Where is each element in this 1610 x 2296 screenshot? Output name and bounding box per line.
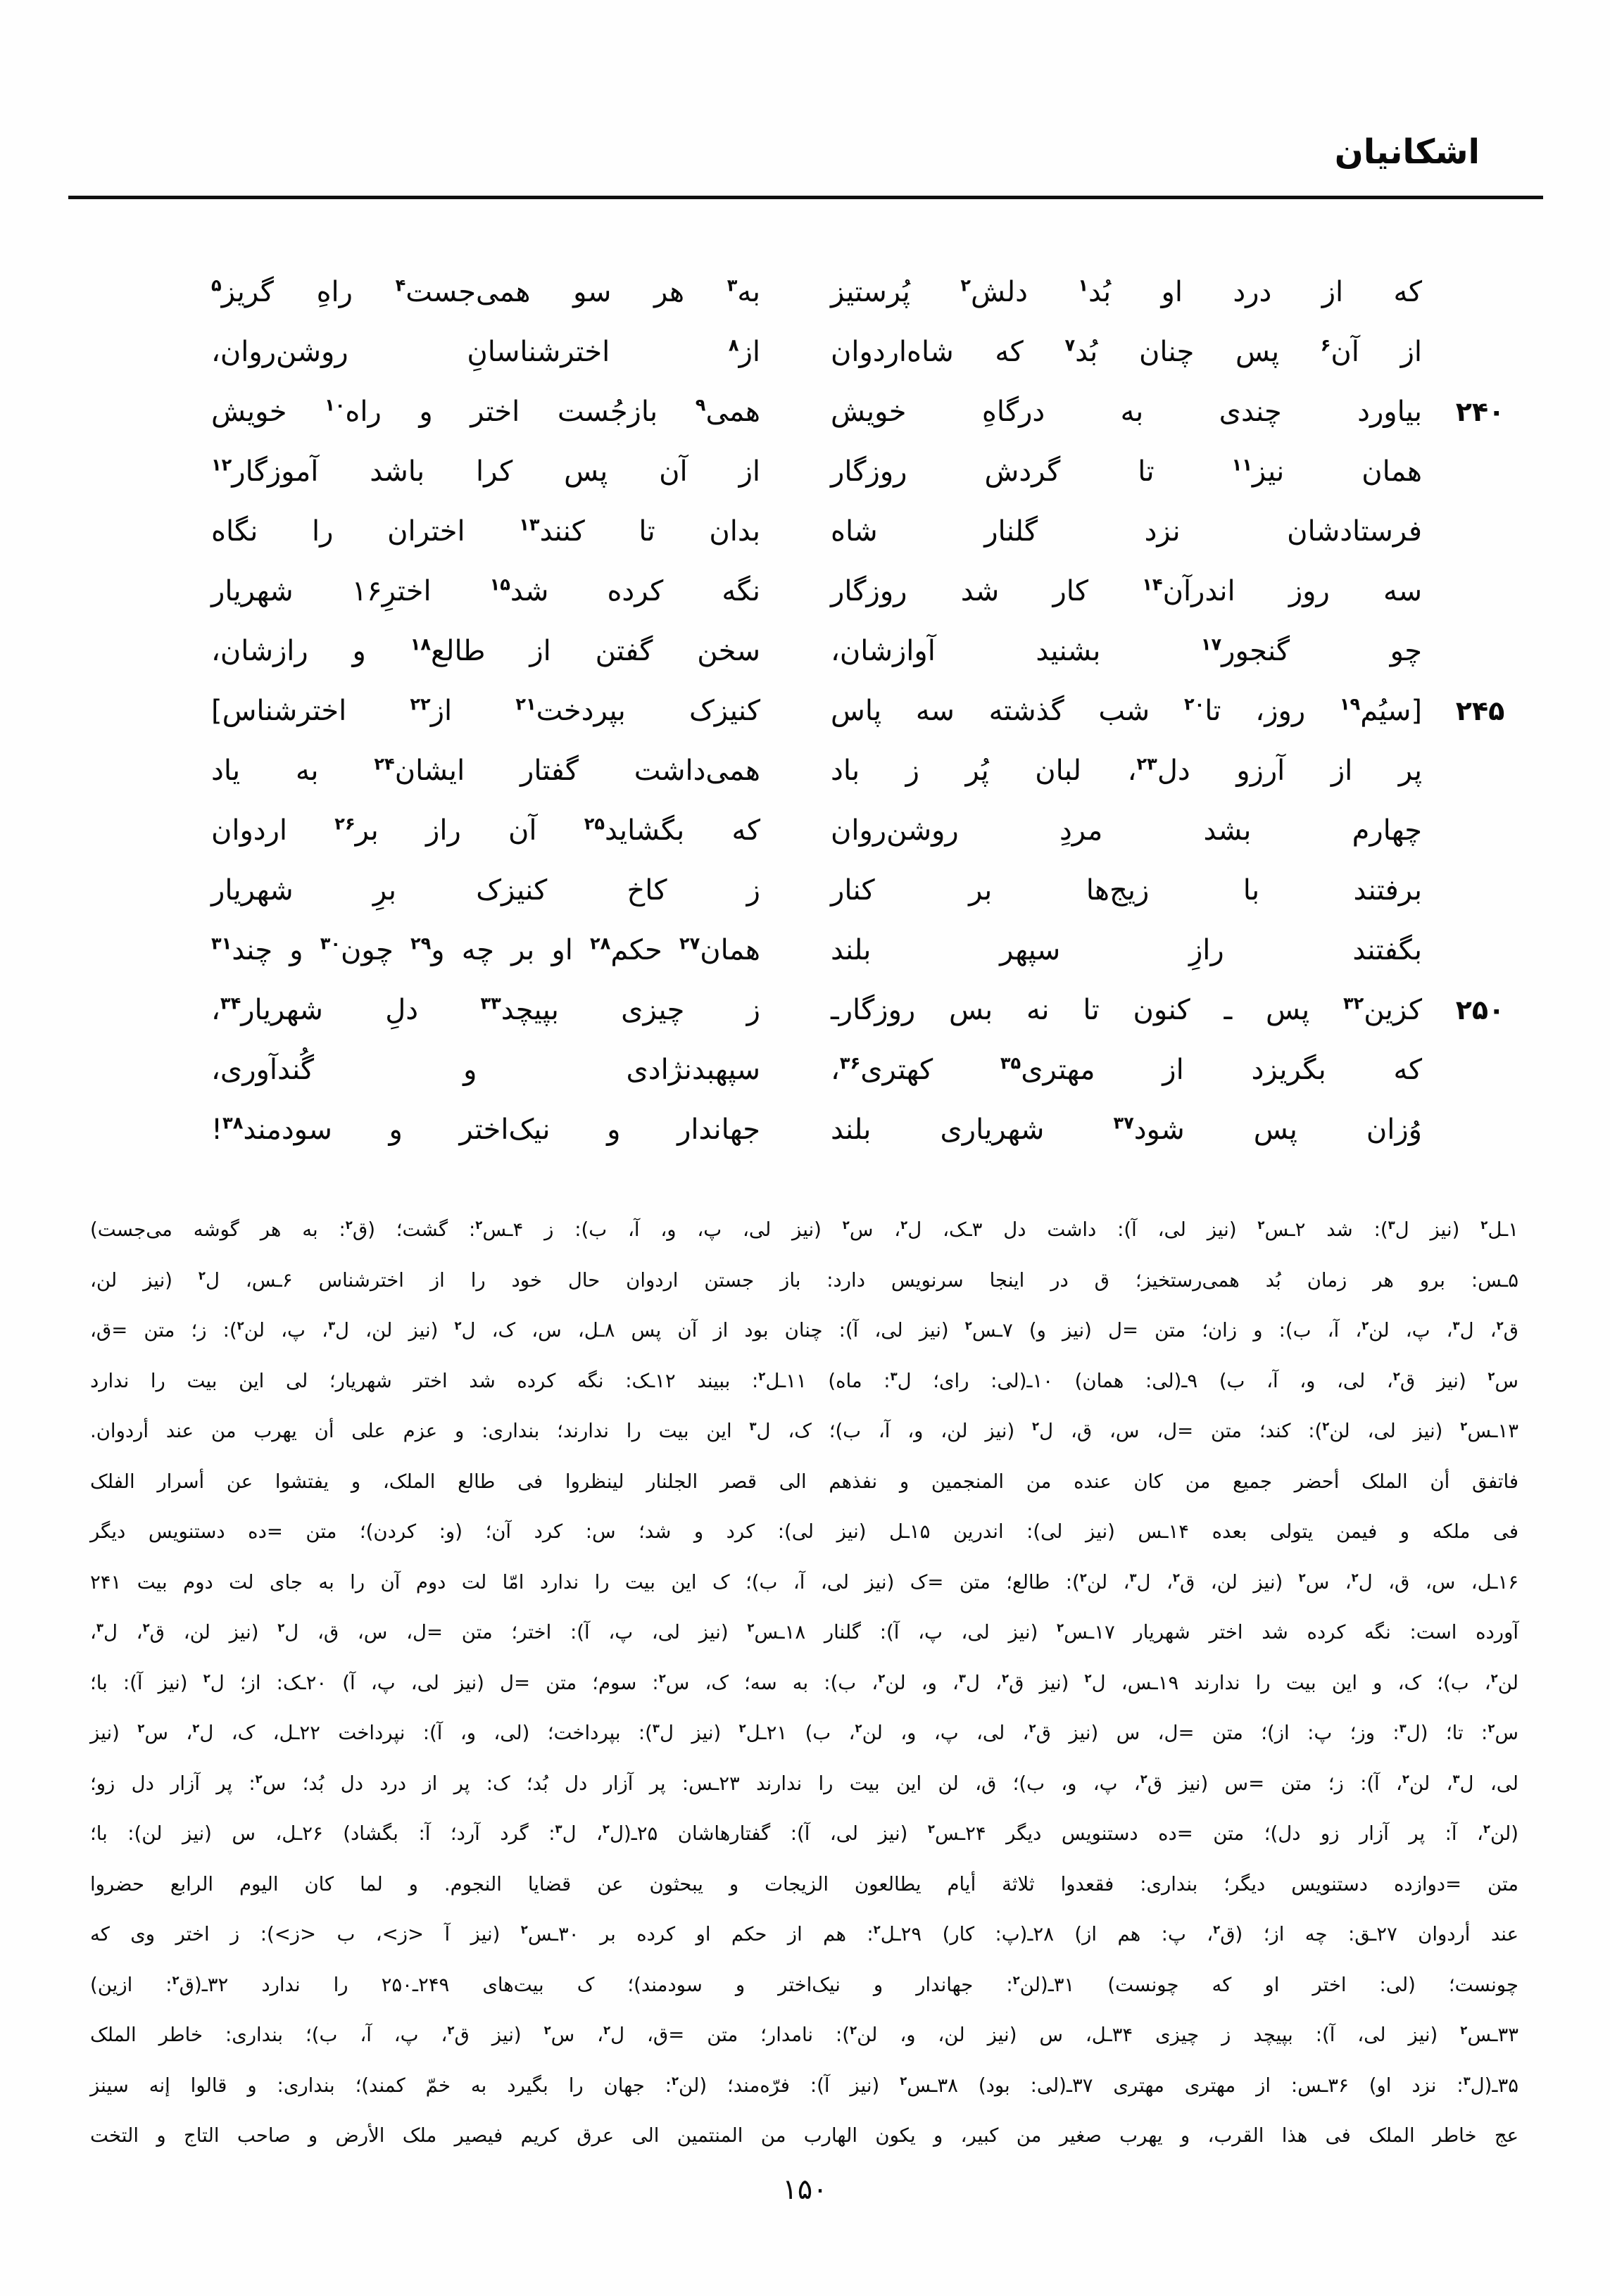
apparatus-line: ۵ـس: برو هر زمان بُد همی‌رستخیز؛ ق در اینجا سرنویس دارد: باز جستن اردوان حال خود را از اخترشناس ۶ـس، ل$^۲$ (نیز لن، (90, 1268, 1518, 1292)
hemistich-right: که از درد او بُد$^۱$ دلش$^۲$ پُرستیز (831, 275, 1422, 308)
apparatus-line: فاتفق أن الملک أحضر جمیع من کان عنده من المنجمین و نفذهم الی قصر الجلنار لینظروا فی طالع الملک، و یفتشوا عن أسرار الفلک (90, 1470, 1518, 1493)
hemistich-left: سخن گفتن از طالع$^{۱۸}$ و رازشان، (211, 634, 761, 667)
header-rule-divider (68, 196, 1543, 199)
couplet-row (0, 381, 1610, 441)
apparatus-line: آورده است: نگه کرده شد اختر شهریار ۱۷ـس$^۲$ (نیز لی، پ، آ): گلنار ۱۸ـس$^۲$ (نیز لی، پ، آ): اختر؛ متن =ل، س، ق، ل$^۲$ (نیز لن، ق$^۲$، ل$^۳$، (90, 1620, 1518, 1644)
apparatus-line: ۱۶ـل، س، ق، ل$^۲$، س$^۲$ (نیز لن، ق$^۲$، ل$^۳$، لن$^۲$): طالع؛ متن =ک (نیز لی، آ، ب)؛ ک این بیت را ندارد امّا لت دوم آن را به جای لت دوم بیت ۲۴۱ (90, 1570, 1519, 1594)
couplet-row (0, 860, 1610, 920)
folio-page-number: ۱۵۰ (782, 2174, 828, 2206)
hemistich-left: ز چیزی بپیچد$^{۳۳}$ دلِ شهریار$^{۳۴}$، (211, 993, 760, 1026)
hemistich-right: بگفتند رازِ سپهر بلند (831, 933, 1422, 966)
apparatus-line: عج خاطر الملک فی هذا القرب، و یهرب صغیر من کبیر، و یکون الهارب من المنتمین الی عرق کریم فیصیر ملک الأرض و صاحب التاج و التخت (90, 2124, 1518, 2147)
apparatus-line: چونست؛ (لی: اختر او که چونست) ۳۱ـ(لن$^۲$: جهاندار و نیک‌اختر و سودمند)؛ ک بیت‌های ۲۴۹ـ۲۵۰ را ندارد ۳۲ـ(ق$^۲$: ازین) (90, 1973, 1518, 1996)
margin-verse-number: ۲۵۰ (1455, 994, 1505, 1026)
apparatus-line: لی، ل$^۳$، لن$^۲$، آ): ز؛ متن =س (نیز ق$^۲$، پ، و، ب)؛ ق، لن این بیت را ندارند ۲۳ـس: پر آزار دل بُد؛ ک: پر از درد دل بُد؛ س$^۲$: پر آزار دل زو؛ (90, 1772, 1519, 1795)
hemistich-right: که بگریزد از مهتری$^{۳۵}$ کهتری$^{۳۶}$، (831, 1053, 1422, 1086)
hemistich-right: سه روز اندرآن$^{۱۴}$ کار شد روزگار (831, 574, 1422, 607)
hemistich-right: فرستادشان نزد گلنار شاه (831, 515, 1422, 548)
apparatus-line: فی ملکه و فیمن یتولی بعده ۱۴ـس (نیز لی): اندرین ۱۵ـل (نیز لی): کرد و شد؛ س: کرد آن؛ (و: کردن)؛ متن =ده دستنویس دیگر (90, 1520, 1518, 1543)
margin-verse-number: ۲۴۰ (1455, 396, 1505, 427)
couplet-row (0, 441, 1610, 501)
hemistich-right: برفتند با زیج‌ها بر کنار (831, 873, 1422, 907)
running-header-title: اشکانیان (1334, 132, 1480, 172)
verse-block (0, 262, 1610, 1159)
couplet-row (0, 800, 1610, 860)
couplet-row (0, 740, 1610, 800)
hemistich-left: همان$^{۲۷}$ حکم$^{۲۸}$ او بر چه و$^{۲۹}$ چون$^{۳۰}$ و چند$^{۳۱}$ (211, 933, 761, 966)
hemistich-left: نگه کرده شد$^{۱۵}$ اخترِ۱۶ شهریار (211, 574, 760, 607)
couplet-row (0, 980, 1610, 1040)
couplet-row (0, 501, 1610, 561)
apparatus-line: لن$^۲$، ب)؛ ک، و این بیت را ندارند ۱۹ـس، ل$^۲$ (نیز ق$^۲$، ل$^۳$، و، لن$^۲$، ب): به سه؛ ک، س$^۲$: سوم؛ متن =ل (نیز لی، پ، آ) ۲۰ـک: از؛ ل$^۲$ (نیز آ): با؛ (90, 1671, 1519, 1694)
apparatus-line: عند أردوان ۲۷ـق: چه از؛ (ق$^۲$، پ: هم از) ۲۸ـ(پ: کار) ۲۹ـل$^۲$: هم از حکم او کرده بر ۳۰ـس$^۲$ (نیز آ <ز>، ب <ز>): ز اختر وی که (90, 1922, 1519, 1945)
couplet-row (0, 681, 1610, 740)
apparatus-line: ۳۵ـ(ل$^۳$: نزد او) ۳۶ـس: از مهتری مهتری ۳۷ـ(لی: بود) ۳۸ـس$^۲$ (نیز آ): فرّه‌مند؛ (لن$^۲$: جهان را بگیرد به خمّ کمند)؛ بنداری: و قالوا إنه سینز (90, 2074, 1518, 2097)
critical-apparatus (90, 1205, 1518, 2162)
hemistich-left: به$^۳$ هر سو همی‌جست$^۴$ راهِ گریز$^۵$ (211, 275, 760, 308)
couplet-row (0, 262, 1610, 322)
apparatus-line: س$^۲$: تا؛ (ل$^۳$: وز؛ پ: از)؛ متن =ل، س (نیز ق$^۲$، لی، پ، و، لن$^۲$، ب) ۲۱ـل$^۲$ (نیز ل$^۳$): بپرداخت؛ (لی، و، آ): نپرداخت ۲۲ـل، ک، ل$^۲$، س$^۲$ (نیز (90, 1721, 1518, 1744)
hemistich-left: که بگشاید$^{۲۵}$ آن راز بر$^{۲۶}$ اردوان (211, 814, 760, 847)
apparatus-line: ق$^۲$، ل$^۳$، پ، لن$^۲$، آ، ب): و زان؛ متن =ل (نیز و) ۷ـس$^۲$ (نیز لی، آ): چنان بود از آن پس ۸ـل، س، ک، ل$^۲$ (نیز لن، ل$^۳$، پ، لن$^۲$): ز؛ متن =ق، (90, 1318, 1519, 1342)
hemistich-right: بیاورد چندی به درگاهِ خویش (831, 395, 1422, 428)
apparatus-line: ۱ـل$^۲$ (نیز ل$^۳$): شد ۲ـس$^۲$ (نیز لی، آ): داشت دل ۳ـک، ل$^۲$، س$^۲$ (نیز لی، پ، و، آ، ب): ز ۴ـس$^۲$: گشت؛ (ق$^۲$: به هر گوشه می‌جست) (90, 1218, 1518, 1241)
hemistich-left: کنیزک بپردخت$^{۲۱}$ از$^{۲۲}$ اخترشناس] (211, 694, 760, 727)
hemistich-right: وُزان پس شود$^{۳۷}$ شهریاری بلند (831, 1113, 1422, 1146)
hemistich-right: چو گنجور$^{۱۷}$ بشنید آوازشان، (831, 634, 1422, 667)
apparatus-line: ۱۳ـس$^۲$ (نیز لی، لن$^۲$): کند؛ متن =ل، س، ق، ل$^۲$ (نیز لن، و، آ، ب)؛ ک، ل$^۳$ این بیت را ندارند؛ بنداری: و عزم علی أن یهرب من عند أردوان. (90, 1419, 1518, 1442)
hemistich-right: کزین$^{۳۲}$ پس ـ کنون تا نه بس روزگارـ (831, 993, 1422, 1026)
hemistich-left: همی$^۹$ بازجُست اختر و راه$^{۱۰}$ خویش (211, 395, 760, 428)
hemistich-right: از آن$^۶$ پس چنان بُد$^۷$ که شاه‌اردوان (831, 335, 1422, 368)
apparatus-line: ۳۳ـس$^۲$ (نیز لی، آ): بپیچد ز چیزی ۳۴ـل، س (نیز لن، و، لن$^۲$): نامدار؛ متن =ق، ل$^۲$، س$^۲$ (نیز ق$^۲$، پ، آ، ب)؛ بنداری: خاطر الملک (90, 2023, 1518, 2046)
apparatus-line: متن =دوازده دستنویس دیگر؛ بنداری: فقعدوا ثلاثة أیام یطالعون الزیجات و یبحثون عن قضایا النجوم. و لما کان الیوم الرابع حضروا (90, 1872, 1518, 1896)
hemistich-right: چهارم بشد مردِ روشن‌روان (831, 814, 1422, 847)
apparatus-line: س$^۲$ (نیز ق$^۲$، لی، و، آ، ب) ۹ـ(لی: همان) ۱۰ـ(لی: رای؛ ل$^۳$: ماه) ۱۱ـل$^۲$: ببیند ۱۲ـک: نگه کرده شد اختر شهریار؛ لی این بیت را ندارد (90, 1369, 1518, 1392)
hemistich-right: [سیُم$^{۱۹}$ روز، تا$^{۲۰}$ شب گذشته سه پاس (831, 694, 1422, 727)
margin-verse-number: ۲۴۵ (1455, 695, 1505, 726)
hemistich-left: از$^۸$ اخترشناسانِ روشن‌روان، (211, 335, 760, 368)
couplet-row (0, 1040, 1610, 1099)
apparatus-line: (لن$^۲$، آ: پر آزار زو دل)؛ متن =ده دستنویس دیگر ۲۴ـس$^۲$ (نیز لی، آ): گفتارهاشان ۲۵ـ(ل$^۲$، ل$^۳$: گرد آرد؛ آ: بگشاد) ۲۶ـل، س (نیز لن): با؛ (90, 1822, 1518, 1845)
hemistich-left: از آن پس کرا باشد آموزگار$^{۱۲}$ (211, 455, 760, 488)
couplet-row (0, 322, 1610, 381)
hemistich-left: همی‌داشت گفتار ایشان$^{۲۴}$ به یاد (211, 754, 760, 787)
couplet-row (0, 1099, 1610, 1159)
hemistich-left: بدان تا کنند$^{۱۳}$ اختران را نگاه (211, 515, 761, 548)
hemistich-right: همان نیز$^{۱۱}$ تا گردش روزگار (831, 455, 1422, 488)
couplet-row (0, 621, 1610, 681)
hemistich-right: پر از آرزو دل$^{۲۳}$، لبان پُر ز باد (831, 754, 1423, 787)
couplet-row (0, 920, 1610, 980)
hemistich-left: جهاندار و نیک‌اختر و سودمند$^{۳۸}$! (211, 1113, 760, 1146)
hemistich-left: ز کاخ کنیزک برِ شهریار (211, 873, 760, 907)
couplet-row (0, 561, 1610, 621)
hemistich-left: سپهبدنژادی و گُندآوری، (211, 1053, 760, 1086)
